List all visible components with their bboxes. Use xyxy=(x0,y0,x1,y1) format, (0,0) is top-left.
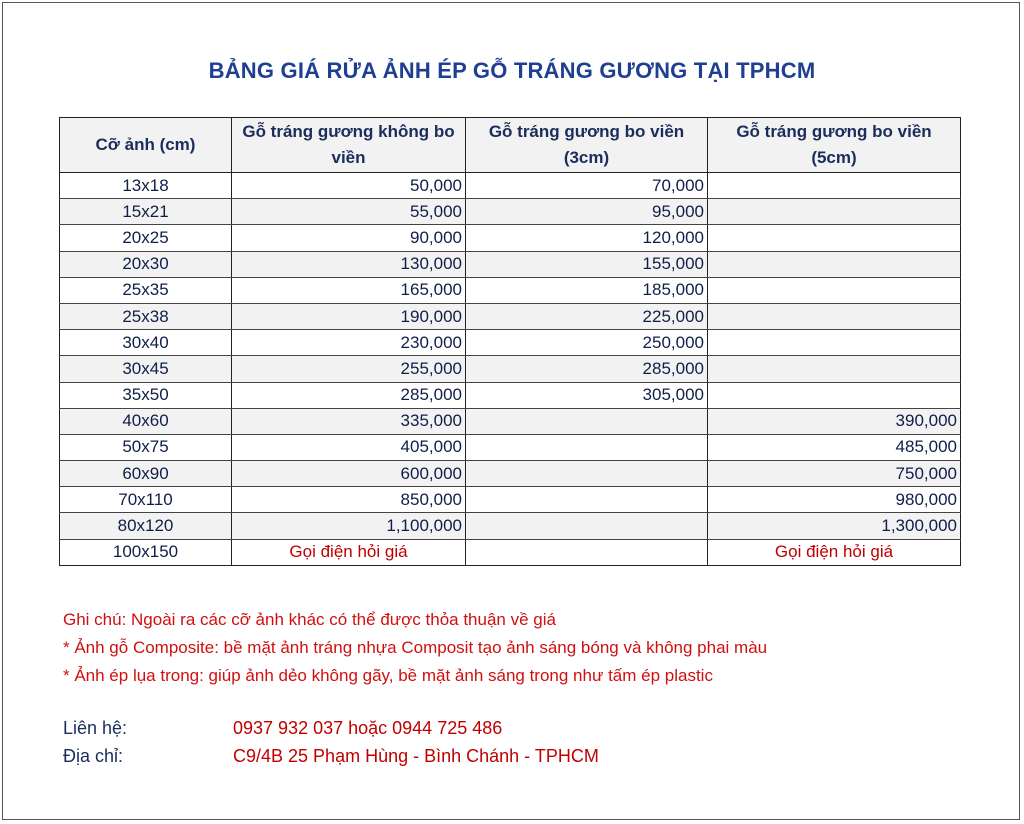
cell-border-5cm xyxy=(708,303,961,329)
cell-size: 30x40 xyxy=(60,330,232,356)
cell-no-border: 850,000 xyxy=(232,487,466,513)
cell-size: 15x21 xyxy=(60,199,232,225)
cell-no-border: 405,000 xyxy=(232,434,466,460)
cell-no-border: 1,100,000 xyxy=(232,513,466,539)
cell-border-3cm xyxy=(466,487,708,513)
cell-border-5cm: 485,000 xyxy=(708,434,961,460)
cell-no-border: 130,000 xyxy=(232,251,466,277)
cell-no-border: 190,000 xyxy=(232,303,466,329)
table-header-row xyxy=(60,118,961,173)
cell-border-5cm xyxy=(708,356,961,382)
cell-border-5cm: 980,000 xyxy=(708,487,961,513)
cell-no-border: 335,000 xyxy=(232,408,466,434)
cell-no-border: 285,000 xyxy=(232,382,466,408)
phone-value: 0937 932 037 hoặc 0944 725 486 xyxy=(233,718,503,738)
cell-border-3cm xyxy=(466,434,708,460)
cell-size: 35x50 xyxy=(60,382,232,408)
cell-border-3cm: 250,000 xyxy=(466,330,708,356)
note-composite: * Ảnh gỗ Composite: bề mặt ảnh tráng nhựa Composit tạo ảnh sáng bóng và không phai màu xyxy=(63,638,768,657)
address-label: Địa chỉ: xyxy=(63,746,124,766)
cell-border-5cm: 750,000 xyxy=(708,461,961,487)
table-row xyxy=(60,382,961,408)
price-table xyxy=(59,117,961,566)
cell-border-5cm xyxy=(708,277,961,303)
cell-border-5cm: 390,000 xyxy=(708,408,961,434)
cell-border-3cm: 120,000 xyxy=(466,225,708,251)
page-title: BẢNG GIÁ RỬA ẢNH ÉP GỖ TRÁNG GƯƠNG TẠI TPHCM xyxy=(208,58,816,83)
cell-border-5cm: Gọi điện hỏi giá xyxy=(708,539,961,565)
cell-no-border: 230,000 xyxy=(232,330,466,356)
cell-size: 20x30 xyxy=(60,251,232,277)
address-value: C9/4B 25 Phạm Hùng - Bình Chánh - TPHCM xyxy=(233,746,599,766)
notes-section xyxy=(63,606,767,690)
cell-size: 100x150 xyxy=(60,539,232,565)
cell-border-5cm: 1,300,000 xyxy=(708,513,961,539)
cell-border-3cm xyxy=(466,461,708,487)
note-silk: * Ảnh ép lụa trong: giúp ảnh dẻo không gãy, bề mặt ảnh sáng trong như tấm ép plastic xyxy=(63,666,713,685)
cell-border-3cm: 70,000 xyxy=(466,173,708,199)
table-row xyxy=(60,173,961,199)
cell-size: 40x60 xyxy=(60,408,232,434)
cell-border-5cm xyxy=(708,225,961,251)
cell-size: 13x18 xyxy=(60,173,232,199)
table-row xyxy=(60,434,961,460)
table-row xyxy=(60,408,961,434)
cell-size: 25x35 xyxy=(60,277,232,303)
cell-no-border: 90,000 xyxy=(232,225,466,251)
header-size: Cỡ ảnh (cm) xyxy=(60,118,232,173)
cell-size: 60x90 xyxy=(60,461,232,487)
cell-no-border: 600,000 xyxy=(232,461,466,487)
cell-border-3cm: 95,000 xyxy=(466,199,708,225)
table-row xyxy=(60,356,961,382)
cell-no-border: 255,000 xyxy=(232,356,466,382)
table-body xyxy=(60,173,961,566)
cell-border-5cm xyxy=(708,251,961,277)
cell-border-5cm xyxy=(708,199,961,225)
cell-border-3cm: 155,000 xyxy=(466,251,708,277)
table-row xyxy=(60,303,961,329)
cell-border-3cm: 305,000 xyxy=(466,382,708,408)
table-row xyxy=(60,487,961,513)
cell-no-border: 165,000 xyxy=(232,277,466,303)
contact-address-row xyxy=(63,742,599,770)
cell-size: 50x75 xyxy=(60,434,232,460)
header-border-3cm: Gỗ tráng gương bo viền (3cm) xyxy=(466,118,708,173)
cell-border-5cm xyxy=(708,330,961,356)
table-row xyxy=(60,225,961,251)
cell-size: 20x25 xyxy=(60,225,232,251)
table-row xyxy=(60,277,961,303)
phone-label: Liên hệ: xyxy=(63,718,128,738)
table-row xyxy=(60,251,961,277)
header-border-5cm: Gỗ tráng gương bo viền (5cm) xyxy=(708,118,961,173)
cell-size: 70x110 xyxy=(60,487,232,513)
header-no-border: Gỗ tráng gương không bo viền xyxy=(232,118,466,173)
table-row xyxy=(60,199,961,225)
cell-border-3cm xyxy=(466,408,708,434)
cell-no-border: Gọi điện hỏi giá xyxy=(232,539,466,565)
table-row xyxy=(60,513,961,539)
cell-border-3cm: 285,000 xyxy=(466,356,708,382)
cell-no-border: 50,000 xyxy=(232,173,466,199)
contact-phone-row xyxy=(63,714,599,742)
table-row xyxy=(60,539,961,565)
cell-border-3cm: 225,000 xyxy=(466,303,708,329)
cell-size: 30x45 xyxy=(60,356,232,382)
cell-border-5cm xyxy=(708,173,961,199)
table-row xyxy=(60,461,961,487)
note-general: Ghi chú: Ngoài ra các cỡ ảnh khác có thể được thỏa thuận về giá xyxy=(63,610,556,629)
cell-border-3cm xyxy=(466,513,708,539)
cell-size: 25x38 xyxy=(60,303,232,329)
cell-border-3cm xyxy=(466,539,708,565)
cell-border-3cm: 185,000 xyxy=(466,277,708,303)
table-row xyxy=(60,330,961,356)
cell-border-5cm xyxy=(708,382,961,408)
contact-section xyxy=(63,714,599,770)
cell-no-border: 55,000 xyxy=(232,199,466,225)
cell-size: 80x120 xyxy=(60,513,232,539)
